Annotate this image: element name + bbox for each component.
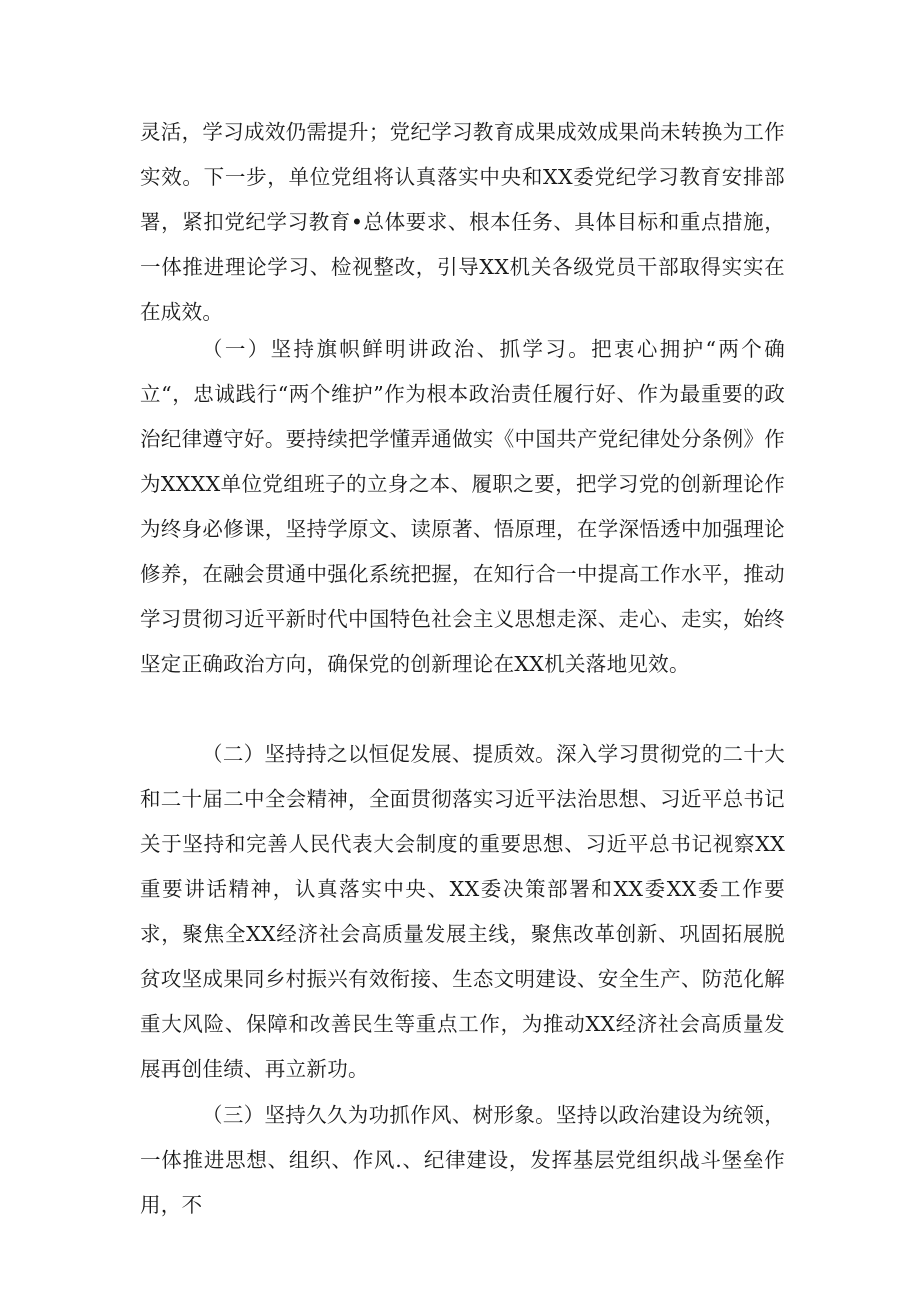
paragraph-section-three: （三）坚持久久为功抓作风、树形象。坚持以政治建设为统领，一体推进思想、组织、作风.、纪律建设，发挥基层党组织战斗堡垒作用，不	[140, 1103, 785, 1217]
paragraph-section-one: （一）坚持旗帜鲜明讲政治、抓学习。把衷心拥护“两个确立“，忠诚践行“两个维护”作为根本政治责任履行好、作为最重要的政治纪律遵守好。要持续把学懂弄通做实《中国共产党纪律处分条例》作为XXXX单位党组班子的立身之本、履职之要，把学习党的创新理论作为终身必修课，坚持学原文、读原著、悟原理，在学深悟透中加强理论修养，在融会贯通中强化系统把握，在知行合一中提高工作水平，推动学习贯彻习近平新时代中国特色社会主义思想走深、走心、走实，始终坚定正确政治方向，确保党的创新理论在XX机关落地见效。	[140, 337, 785, 676]
paragraph-section-two: （二）坚持持之以恒促发展、提质效。深入学习贯彻党的二十大和二十届二中全会精神，全面贯彻落实习近平法治思想、习近平总书记关于坚持和完善人民代表大会制度的重要思想、习近平总书记视察XX重要讲话精神，认真落实中央、XX委决策部署和XX委XX委工作要求，聚焦全XX经济社会高质量发展主线，聚焦改革创新、巩固拓展脱贫攻坚成果同乡村振兴有效衔接、生态文明建设、安全生产、防范化解重大风险、保障和改善民生等重点工作，为推动XX经济社会高质量发展再创佳绩、再立新功。	[140, 742, 785, 1081]
paragraph-continuation: 灵活，学习成效仍需提升；党纪学习教育成果成效成果尚未转换为工作实效。下一步，单位党组将认真落实中央和XX委党纪学习教育安排部署，紧扣党纪学习教育•总体要求、根本任务、具体目标和重点措施，一体推进理论学习、检视整改，引导XX机关各级党员干部取得实实在在成效。	[140, 120, 785, 324]
